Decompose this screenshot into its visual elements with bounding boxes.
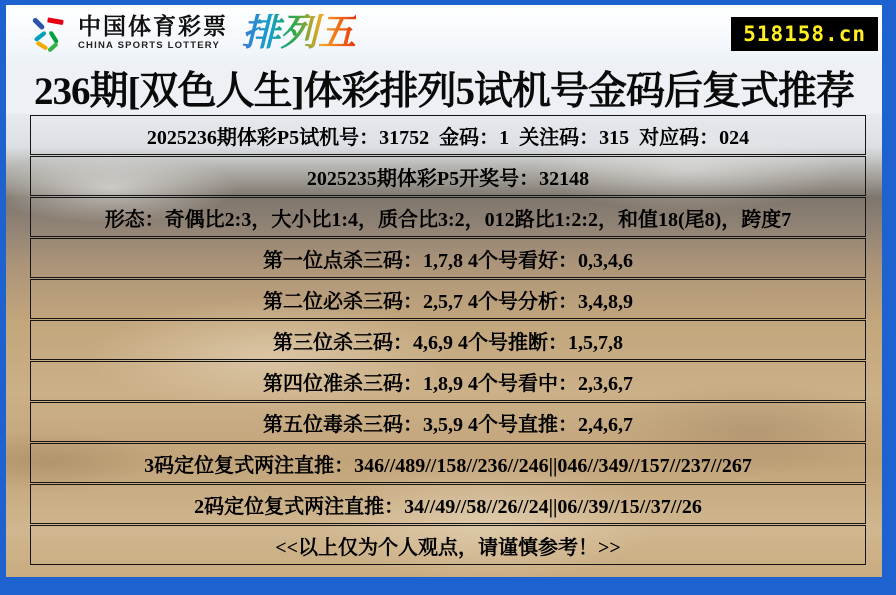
site-domain-badge: 518158.cn xyxy=(731,17,878,51)
info-row-position-1: 第一位点杀三码：1,7,8 4个号看好：0,3,4,6 xyxy=(30,238,866,278)
info-row-2code-combo: 2码定位复式两注直推：34//49//58//26//24||06//39//15//37//26 xyxy=(30,484,866,524)
lottery-pinwheel-icon xyxy=(26,12,68,54)
info-row-3code-combo: 3码定位复式两注直推：346//489//158//236//246||046//349//157//237//267 xyxy=(30,443,866,483)
info-row-position-4: 第四位准杀三码：1,8,9 4个号看中：2,3,6,7 xyxy=(30,361,866,401)
info-row-test-number: 2025236期体彩P5试机号：31752 金码：1 关注码：315 对应码：024 xyxy=(30,115,866,155)
brand-name-en: CHINA SPORTS LOTTERY xyxy=(78,40,221,52)
game-name: 排列五 xyxy=(242,12,357,54)
header xyxy=(6,5,882,61)
brand-name-cn: 中国体育彩票 xyxy=(78,13,228,40)
info-row-pattern: 形态：奇偶比2:3，大小比1:4，质合比3:2，012路比1:2:2，和值18(尾8)，跨度7 xyxy=(30,197,866,237)
page-title: 236期[双色人生]体彩排列5试机号金码后复式推荐 xyxy=(34,69,854,113)
info-row-position-5: 第五位毒杀三码：3,5,9 4个号直推：2,4,6,7 xyxy=(30,402,866,442)
info-row-position-3: 第三位杀三码：4,6,9 4个号推断：1,5,7,8 xyxy=(30,320,866,360)
info-row-draw-number: 2025235期体彩P5开奖号：32148 xyxy=(30,156,866,196)
sports-lottery-logo xyxy=(26,12,356,54)
brand-text xyxy=(78,15,228,51)
info-row-position-2: 第二位必杀三码：2,5,7 4个号分析：3,4,8,9 xyxy=(30,279,866,319)
info-row-disclaimer: <<以上仅为个人观点，请谨慎参考！>> xyxy=(30,525,866,565)
title-bar xyxy=(6,61,882,114)
content-panel xyxy=(6,114,882,577)
